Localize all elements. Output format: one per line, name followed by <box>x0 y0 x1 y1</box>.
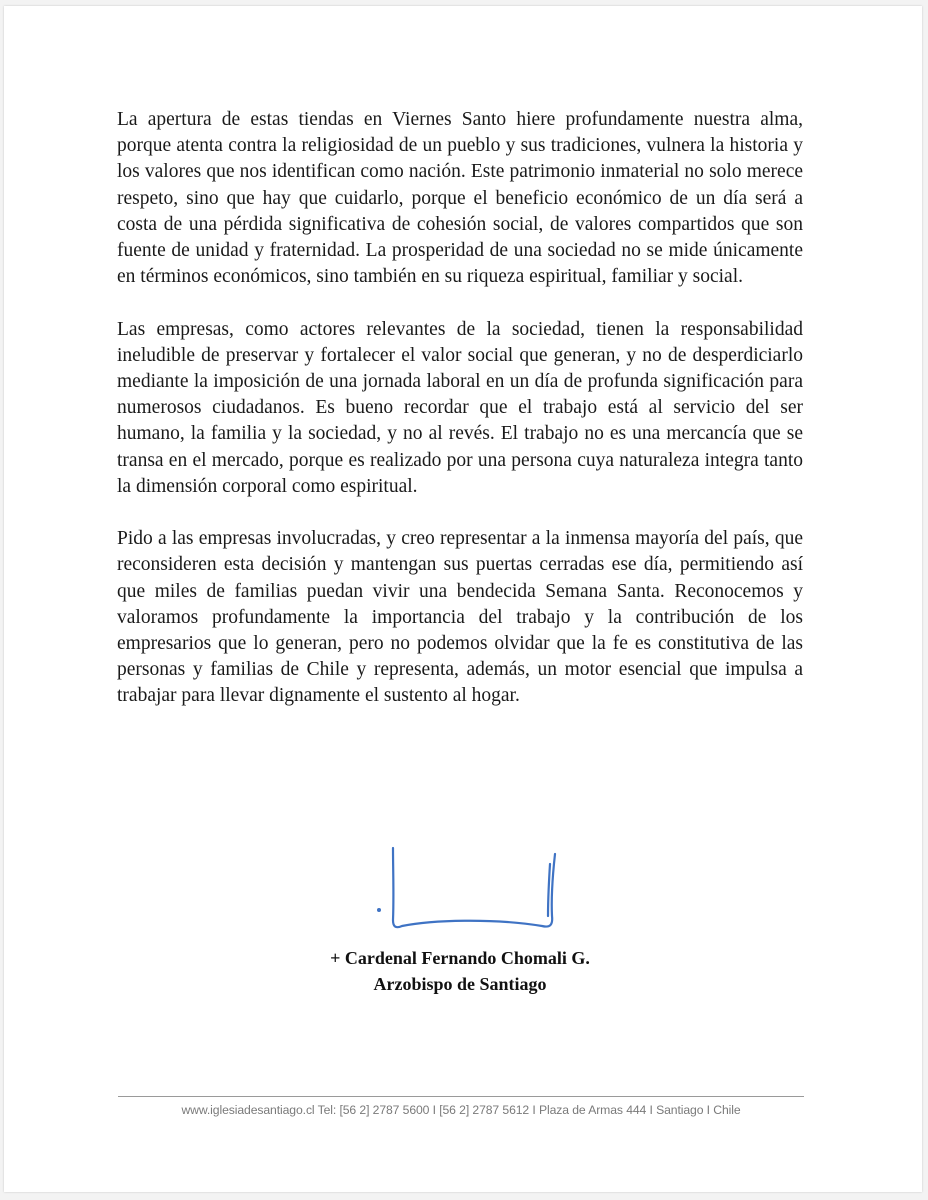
signatory-title: Arzobispo de Santiago <box>373 974 547 994</box>
signature-dot <box>377 908 381 912</box>
footer-divider <box>118 1096 804 1097</box>
footer-contact: www.iglesiadesantiago.cl Tel: [56 2] 2787 5600 I [56 2] 2787 5612 I Plaza de Armas 444 I Santiago I Chile <box>181 1103 741 1117</box>
letter-body <box>117 107 803 736</box>
paragraph-1: La apertura de estas tiendas en Viernes Santo hiere profundamente nuestra alma, porque atenta contra la religiosidad de un pueblo y sus tradiciones, vulnera la historia y los valores que nos identifican como nación. Este patrimonio inmaterial no solo merece respeto, sino que hay que cuidarlo, porque el beneficio económico de un día será a costa de una pérdida significativa de cohesión social, de valores compartidos que son fuente de unidad y fraternidad. La prosperidad de una sociedad no se mide únicamente en términos económicos, sino también en su riqueza espiritual, familiar y social. <box>117 109 803 288</box>
signature-strokes <box>393 848 555 927</box>
handwritten-signature <box>362 840 572 940</box>
signatory-name: + Cardenal Fernando Chomali G. <box>330 948 590 968</box>
paragraph-3: Pido a las empresas involucradas, y creo representar a la inmensa mayoría del país, que reconsideren esta decisión y mantengan sus puertas cerradas ese día, permitiendo así que miles de familias puedan vivir una bendecida Semana Santa. Reconocemos y valoramos profundamente la importancia del trabajo y la contribución de los empresarios que lo generan, pero no podemos olvidar que la fe es constitutiva de las personas y familias de Chile y representa, además, un motor esencial que impulsa a trabajar para llevar dignamente el sustento al hogar. <box>117 528 803 707</box>
paragraph-2: Las empresas, como actores relevantes de la sociedad, tienen la responsabilidad ineludible de preservar y fortalecer el valor social que generan, y no de desperdiciarlo mediante la imposición de una jornada laboral en un día de profunda significación para numerosos ciudadanos. Es bueno recordar que el trabajo está al servicio del ser humano, la familia y la sociedad, y no al revés. El trabajo no es una mercancía que se transa en el mercado, porque es realizado por una persona cuya naturaleza integra tanto la dimensión corporal como espiritual. <box>117 318 803 497</box>
signature-block <box>270 945 650 997</box>
